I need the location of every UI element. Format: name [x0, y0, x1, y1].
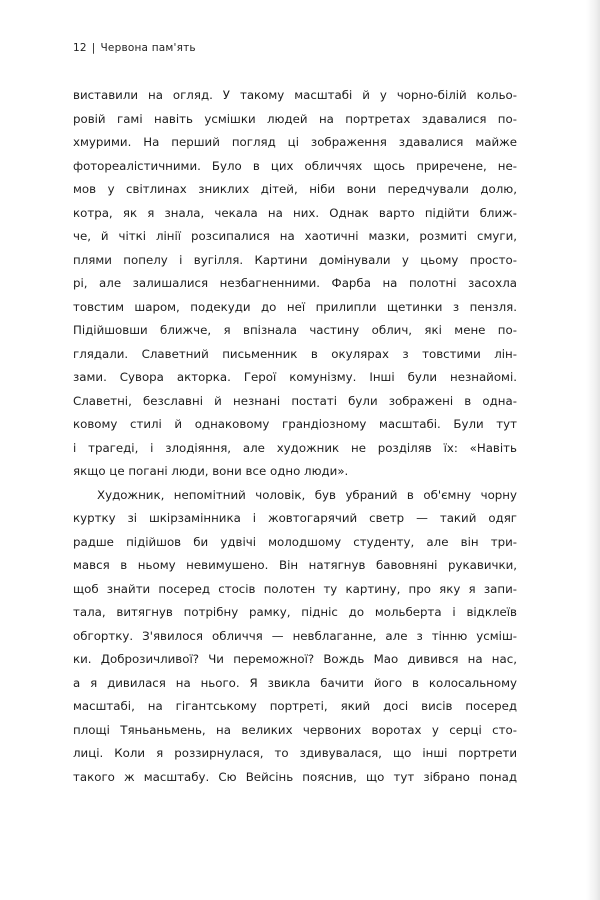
text-line: ковому стилі й однаковому грандіозному масштабі. Були тут: [73, 417, 517, 431]
page-number: 12: [73, 42, 87, 54]
text-line: куртку зі шкірзамінника і жовтогарячий светр — такий одяг: [73, 511, 517, 525]
text-line: виставили на огляд. У такому масштабі й у чорно-білій кольо-: [73, 88, 517, 102]
text-line: і трагеді, і злодіяння, але художник не розділяв їх: «Навіть: [73, 440, 517, 455]
text-line: а я дивилася на нього. Я звикла бачити його в колосальному: [73, 675, 517, 690]
text-line: лиці. Коли я роззирнулася, то здивувалася, що інші портрети: [73, 746, 517, 760]
text-line: Славетні, безславні й незнані постаті були зображені в одна-: [73, 393, 517, 408]
text-line: хмурими. На перший погляд ці зображення здавалися майже: [73, 135, 517, 149]
text-line: зами. Сувора акторка. Герої комунізму. Інші були незнайомі.: [73, 370, 517, 384]
text-line: котра, як я знала, чекала на них. Однак варто підійти ближ-: [73, 205, 517, 220]
text-line: че, й чіткі лінії розсипалися на хаотичні мазки, розмиті смуги,: [73, 229, 517, 243]
text-line: площі Тяньаньмень, на великих червоних воротах у серці сто-: [73, 722, 517, 737]
running-head-separator: |: [91, 42, 96, 54]
text-line: якщо це погані люди, вони все одно люди».: [73, 464, 349, 478]
text-line: мався в ньому невимушено. Він натягнув бавовняні рукавички,: [73, 558, 517, 572]
text-line: щоб знайти посеред стосів полотен ту картину, про яку я запи-: [73, 581, 517, 596]
text-line: обгортку. З'явилося обличчя — невблаганне, але з тінню усміш-: [73, 628, 517, 643]
text-line: ровій гамі навіть усмішки людей на портретах здавалися по-: [73, 111, 517, 126]
text-line: мов у світлинах зниклих дітей, ніби вони передчували долю,: [73, 182, 517, 196]
text-line: тала, витягнув потрібну рамку, підніс до мольберта і відклеїв: [73, 605, 517, 619]
text-line: масштабі, на гігантському портреті, який досі висів посеред: [73, 699, 517, 713]
text-line: такого ж масштабу. Сю Вейсінь пояснив, що тут зібрано понад: [73, 769, 517, 784]
paragraph-1: [73, 84, 517, 484]
text-line: радше підійшов би удвічі молодшому студенту, але він три-: [73, 534, 517, 549]
text-line: Художник, непомітний чоловік, був убраний в об'ємну чорну: [97, 487, 517, 502]
body-text: [73, 84, 517, 789]
book-title: Червона пам'ять: [100, 42, 196, 54]
text-line: Підійшовши ближче, я впізнала частину облич, які мене по-: [73, 323, 517, 337]
text-line: глядали. Славетний письменник в окулярах з товстими лін-: [73, 346, 517, 361]
text-line: рі, але залишалися незбагненними. Фарба на полотні засохла: [73, 276, 517, 290]
text-line: плями попелу і вугілля. Картини домінували у цьому просто-: [73, 252, 517, 267]
text-line: товстим шаром, подекуди до неї прилипли щетинки з пензля.: [73, 299, 517, 314]
paragraph-2: [73, 484, 517, 790]
text-line: ки. Доброзичливої? Чи переможної? Вождь Мао дивився на нас,: [73, 652, 517, 666]
running-head: [73, 42, 196, 54]
page-edge-shadow: [586, 0, 600, 900]
text-line: фотореалістичними. Було в цих обличчях щось приречене, не-: [73, 158, 517, 173]
